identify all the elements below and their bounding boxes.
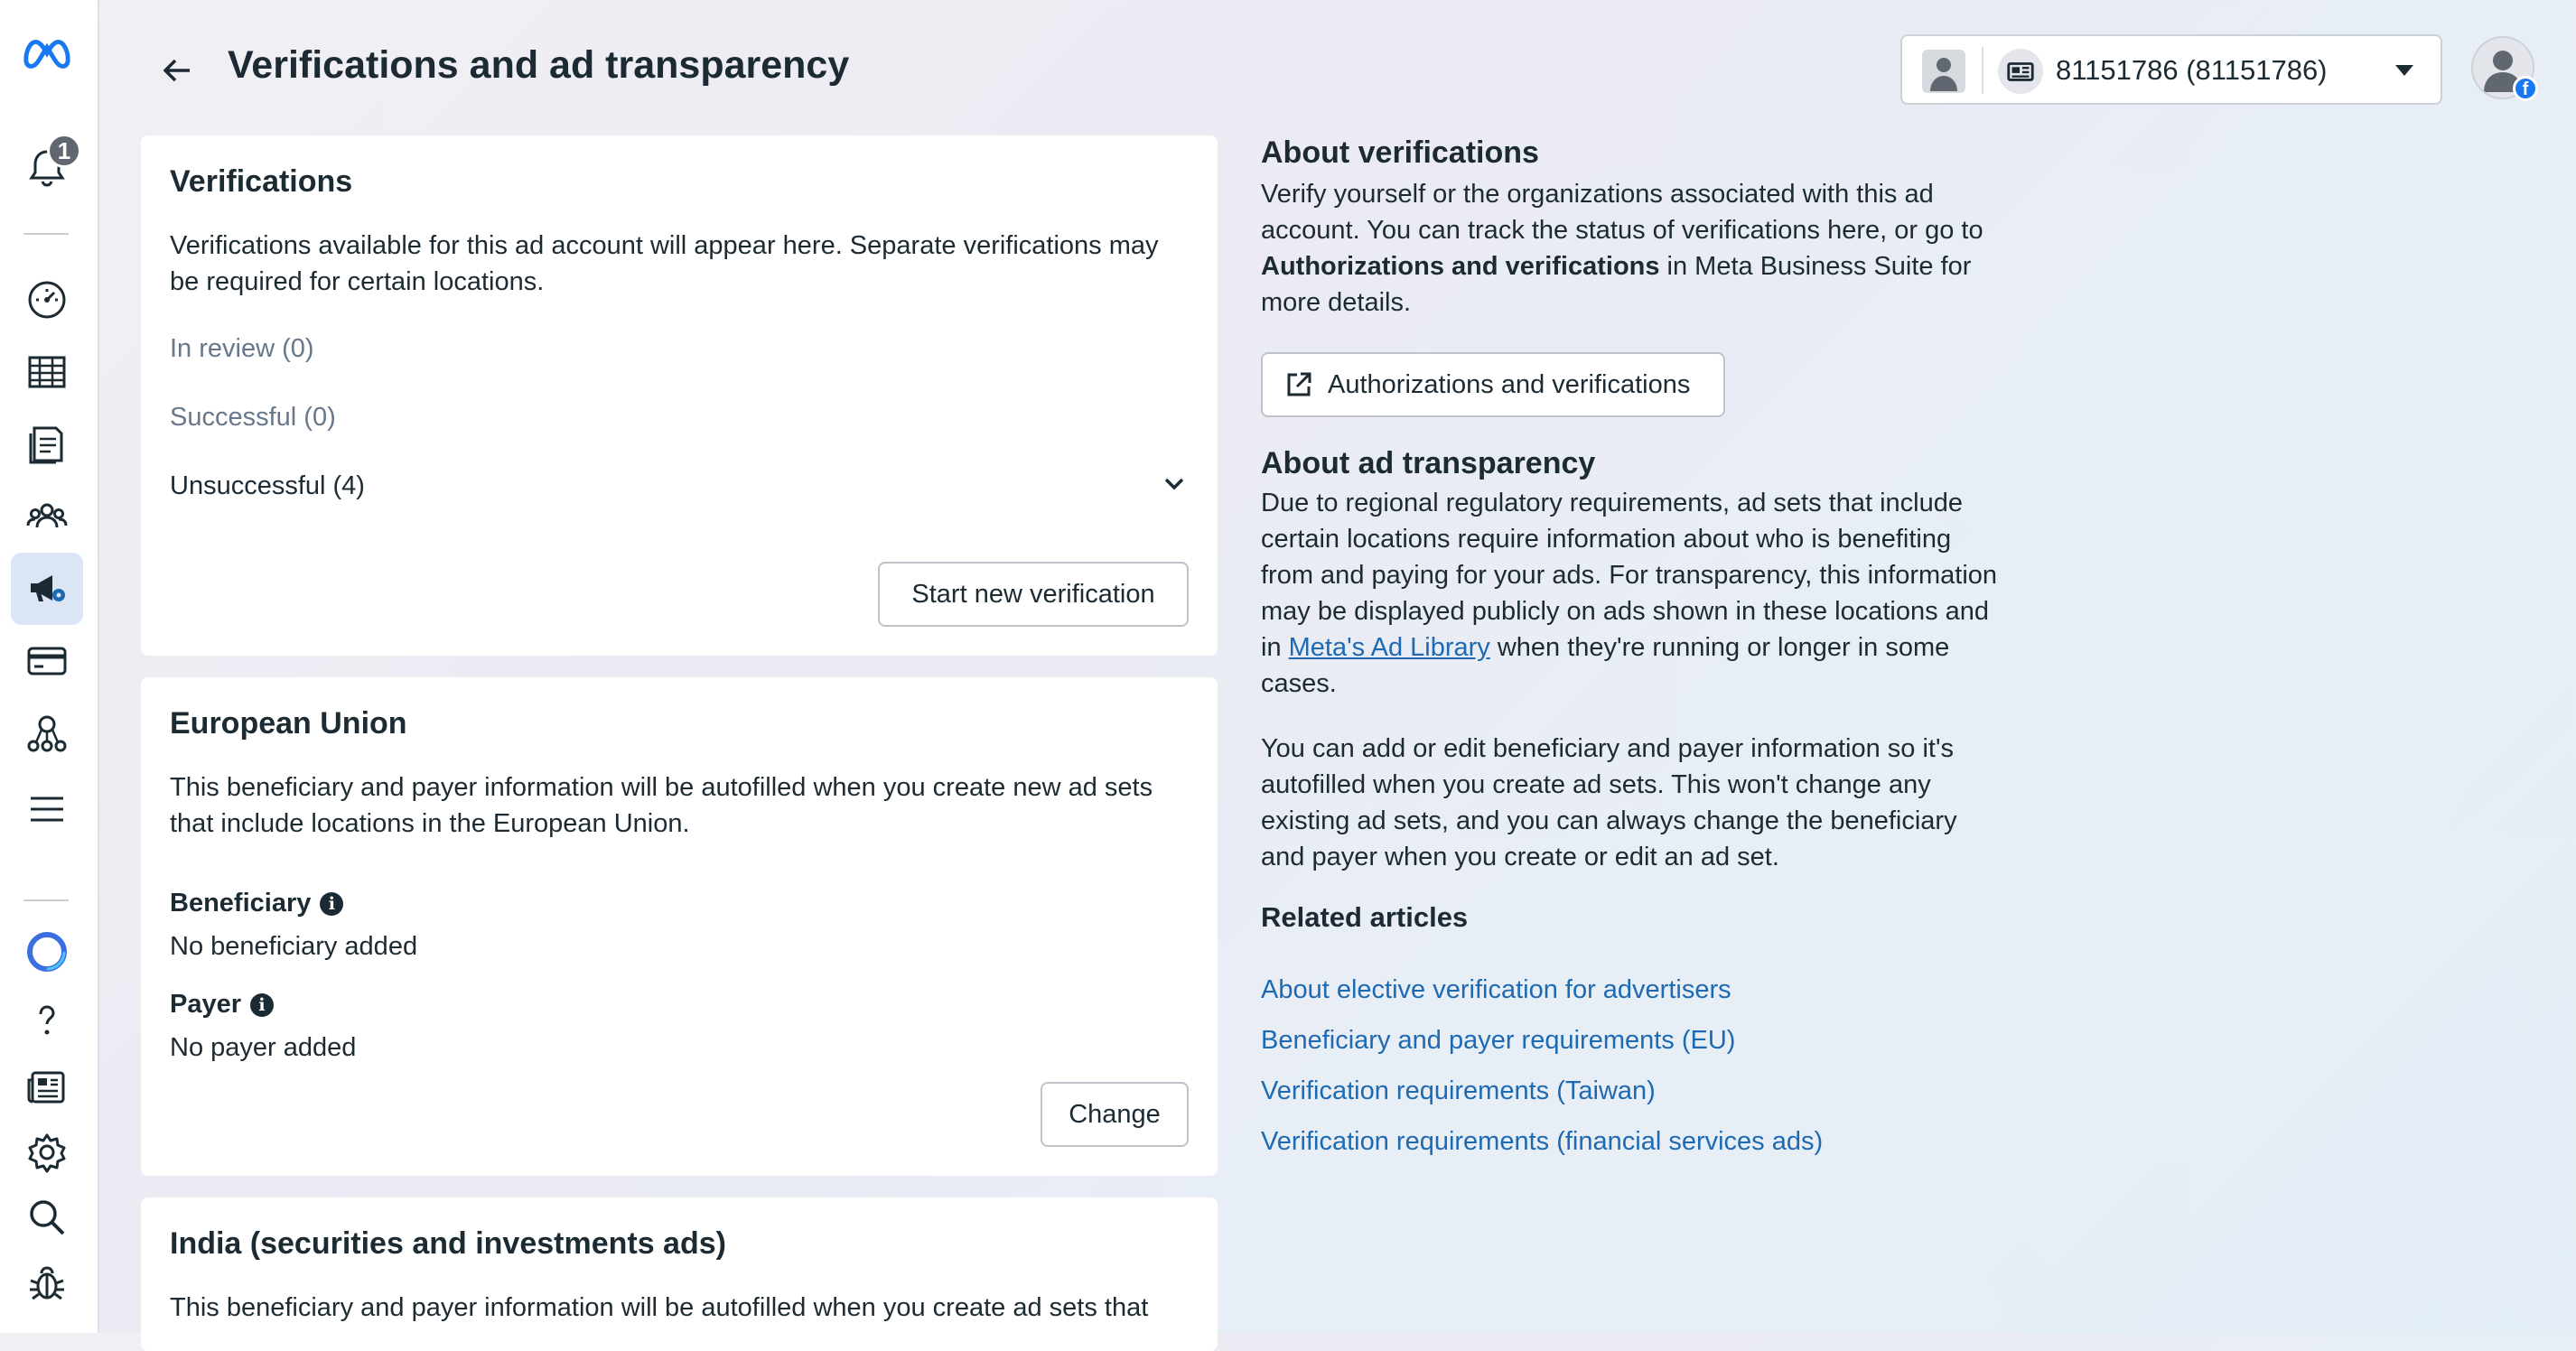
about-ad-transparency-title: About ad transparency [1261,446,1596,480]
ad-account-label: 81151786 (81151786) [2056,54,2328,86]
authorizations-button-label: Authorizations and verifications [1328,369,1691,399]
help-icon[interactable] [11,984,83,1057]
info-icon[interactable]: i [250,993,274,1017]
about-verifications-text [1261,176,2002,321]
meta-logo-icon[interactable] [11,16,83,89]
facebook-badge-icon: f [2513,76,2538,101]
news-icon[interactable] [11,1051,83,1123]
audiences-icon[interactable] [11,480,83,553]
ad-library-link[interactable]: Meta's Ad Library [1288,633,1490,662]
beneficiary-value: No beneficiary added [170,932,418,961]
related-article-link[interactable]: Verification requirements (Taiwan) [1261,1076,1656,1105]
profile-avatar[interactable] [2471,36,2534,99]
successful-row[interactable]: Successful (0) [170,403,336,432]
advertising-settings-icon[interactable] [11,553,83,625]
verifications-card [141,135,1218,656]
billing-icon[interactable] [11,625,83,697]
user-placeholder-icon [1922,50,1965,93]
reports-icon[interactable] [11,408,83,480]
dashboard-icon[interactable] [11,264,83,336]
in-review-row[interactable]: In review (0) [170,334,314,363]
left-sidebar [0,0,99,1333]
start-new-verification-button[interactable]: Start new verification [878,562,1189,627]
beneficiary-label [170,889,343,918]
meta-ai-icon[interactable] [11,916,83,988]
change-button[interactable]: Change [1041,1082,1189,1147]
chevron-down-icon [2394,63,2415,82]
verifications-title: Verifications [170,164,353,199]
related-articles-title: Related articles [1261,901,1469,933]
search-icon[interactable] [11,1181,83,1253]
verifications-description: Verifications available for this ad account will appear here. Separate verifications may be required for certain locations. [170,231,1159,296]
ad-transparency-text-2: when they're running or longer in some cases. [1261,633,1950,698]
about-ad-transparency-text [1261,485,2002,702]
related-article-link[interactable]: Beneficiary and payer requirements (EU) [1261,1026,1736,1055]
menu-icon[interactable] [11,773,83,845]
external-link-icon [1284,370,1313,399]
chevron-down-icon[interactable] [1162,471,1187,501]
payer-label [170,990,274,1020]
india-card [141,1197,1218,1351]
ad-account-selector[interactable] [1900,34,2442,105]
beneficiary-label-text: Beneficiary [170,889,312,918]
selector-divider [1982,47,1983,94]
about-verifications-text-1: Verify yourself or the organizations associated with this ad account. You can track the status of verifications here, or go to [1261,180,1983,245]
business-tools-icon[interactable] [11,697,83,769]
page-title: Verifications and ad transparency [228,43,850,87]
notification-count-badge: 1 [47,134,81,168]
about-verifications-title: About verifications [1261,135,1539,170]
info-icon[interactable]: i [320,892,343,916]
beneficiary-payer-info-text: You can add or edit beneficiary and payer information so it's autofilled when you create ad sets. This won't change any existing ad sets, and you can always change the beneficiary and payer when you create or edit an ad set. [1261,734,1957,871]
authorizations-and-verifications-button[interactable] [1261,352,1725,417]
sidebar-divider [23,899,69,901]
unsuccessful-row[interactable]: Unsuccessful (4) [170,471,365,500]
about-verifications-bold: Authorizations and verifications [1261,252,1660,281]
back-button[interactable] [154,47,201,94]
india-description: This beneficiary and payer information will be autofilled when you create ad sets that [170,1293,1149,1322]
european-union-card [141,677,1218,1176]
ads-manager-table-icon[interactable] [11,336,83,408]
ad-account-icon [1998,49,2043,94]
related-articles-section [1261,901,2002,934]
eu-title: European Union [170,706,407,741]
ad-transparency-text-1: Due to regional regulatory requirements, ad sets that include certain locations require information about who is benefiting from and paying for your ads. For transparency, this information may be displayed publicly on ads shown in these locations and in [1261,489,1998,662]
bug-report-icon[interactable] [11,1246,83,1318]
sidebar-divider [23,233,69,235]
india-title: India (securities and investments ads) [170,1226,726,1261]
about-ad-transparency-section [1261,446,2002,875]
related-article-link[interactable]: Verification requirements (financial services ads) [1261,1127,1824,1156]
settings-icon[interactable] [11,1116,83,1188]
eu-description: This beneficiary and payer information will be autofilled when you create new ad sets that include locations in the European Union. [170,773,1153,838]
payer-label-text: Payer [170,990,242,1019]
about-verifications-text-2: in Meta Business Suite for more details. [1261,252,1972,317]
about-verifications-section [1261,135,2002,321]
related-article-link[interactable]: About elective verification for advertisers [1261,975,1731,1004]
arrow-left-icon [161,54,193,87]
payer-value: No payer added [170,1033,357,1062]
